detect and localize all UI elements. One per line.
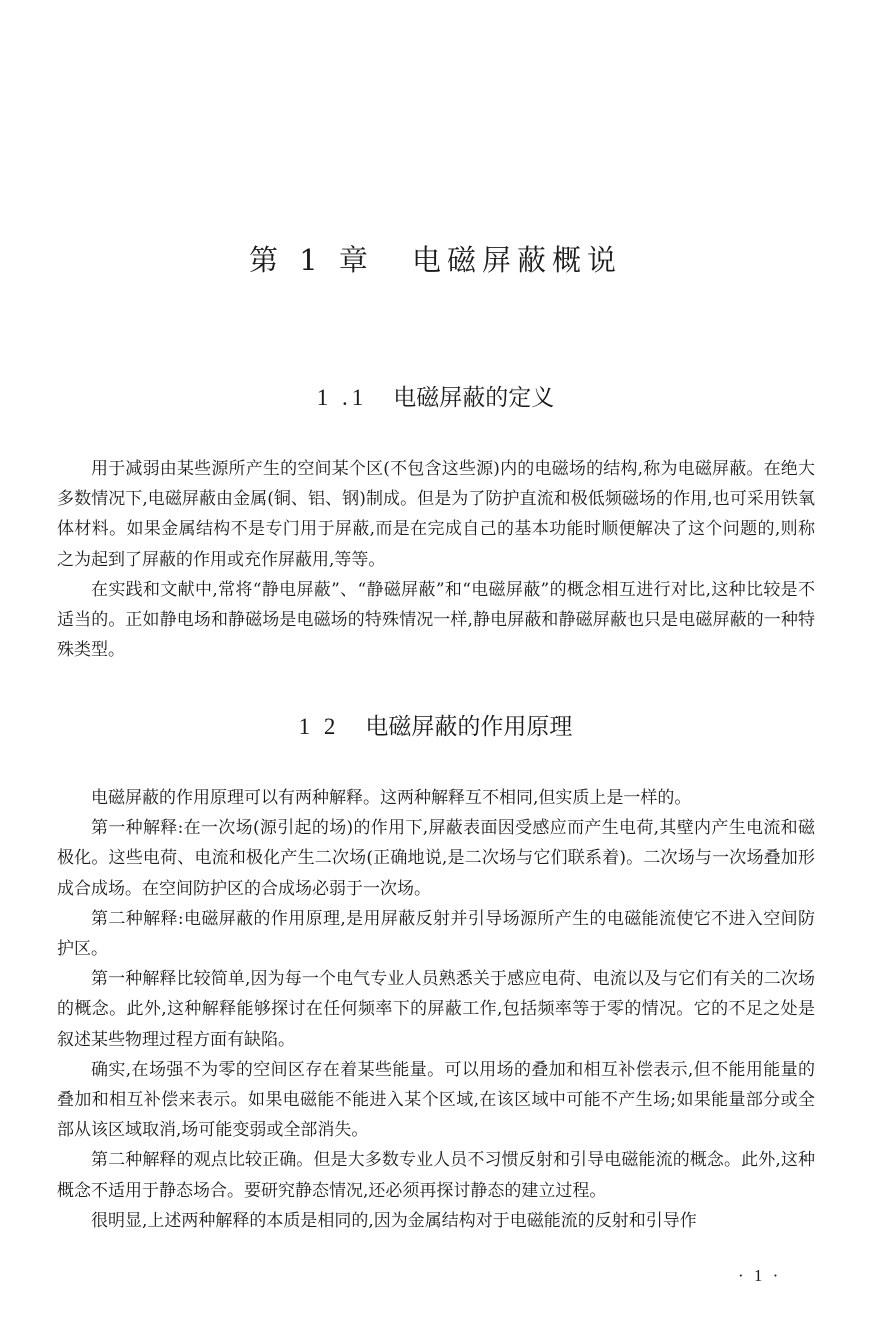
chapter-number: 第 1 章 <box>249 243 374 277</box>
paragraph: 在实践和文献中,常将“静电屏蔽”、“静磁屏蔽”和“电磁屏蔽”的概念相互进行对比,这种比较是不适当的。正如静电场和静磁场是电磁场的特殊情况一样,静电屏蔽和静磁屏蔽也只是电磁屏蔽的一种特殊类型。 <box>57 579 815 661</box>
paragraph: 第一种解释比较简单,因为每一个电气专业人员熟悉关于感应电荷、电流以及与它们有关的二次场的概念。此外,这种解释能够探讨在任何频率下的屏蔽工作,包括频率等于零的情况。它的不足之处是叙述某些物理过程方面有缺陷。 <box>57 969 815 1050</box>
paragraph: 电磁屏蔽的作用原理可以有两种解释。这两种解释互不相同,但实质上是一样的。 <box>91 788 692 808</box>
section-number: 1 2 <box>298 714 340 739</box>
section-title-text: 电磁屏蔽的定义 <box>393 385 555 411</box>
section-heading <box>0 708 871 741</box>
page-number: · 1 · <box>738 1266 782 1285</box>
chapter-title-text: 电磁屏蔽概说 <box>411 243 622 277</box>
chapter-title <box>0 238 871 279</box>
paragraph: 确实,在场强不为零的空间区存在着某些能量。可以用场的叠加和相互补偿表示,但不能用能量的叠加和相互补偿来表示。如果电磁能不能进入某个区域,在该区域中可能不产生场;如果能量部分或全部从该区域取消,场可能变弱或全部消失。 <box>57 1059 815 1141</box>
section-body <box>57 454 815 665</box>
paragraph: 第二种解释的观点比较正确。但是大多数专业人员不习惯反射和引导电磁能流的概念。此外,这种概念不适用于静态场合。要研究静态情况,还必须再探讨静态的建立过程。 <box>57 1150 815 1201</box>
section-heading <box>0 379 871 412</box>
paragraph: 用于减弱由某些源所产生的空间某个区(不包含这些源)内的电磁场的结构,称为电磁屏蔽。在绝大多数情况下,电磁屏蔽由金属(铜、铝、钢)制成。但是为了防护直流和极低频磁场的作用,也可采用铁氧体材料。如果金属结构不是专门用于屏蔽,而是在完成自己的基本功能时顺便解决了这个问题的,则称之为起到了屏蔽的作用或充作屏蔽用,等等。 <box>57 459 815 570</box>
section-title-text: 电磁屏蔽的作用原理 <box>365 714 573 740</box>
paragraph: 很明显,上述两种解释的本质是相同的,因为金属结构对于电磁能流的反射和引导作 <box>91 1210 697 1231</box>
paragraph: 第一种解释:在一次场(源引起的场)的作用下,屏蔽表面因受感应而产生电荷,其壁内产生电流和磁极化。这些电荷、电流和极化产生二次场(正确地说,是二次场与它们联系着)。二次场与一次场叠加形成合成场。在空间防护区的合成场必弱于一次场。 <box>57 818 815 899</box>
section-number: 1 .1 <box>316 385 368 410</box>
section-body <box>57 783 815 1236</box>
paragraph: 第二种解释:电磁屏蔽的作用原理,是用屏蔽反射并引导场源所产生的电磁能流使它不进入空间防护区。 <box>57 908 815 960</box>
